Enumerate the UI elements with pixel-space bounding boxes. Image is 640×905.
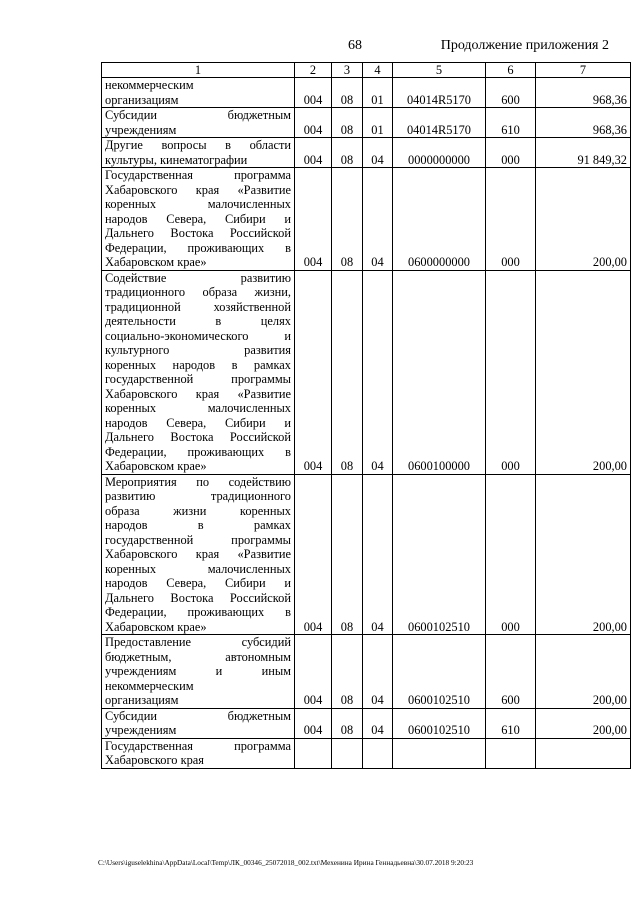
row-name-line: коренных малочисленных — [105, 401, 291, 415]
row-ved: 004 — [295, 108, 332, 138]
table-row — [102, 168, 631, 271]
row-name-line: народов в рамках — [105, 518, 291, 532]
row-sum: 200,00 — [536, 635, 631, 709]
row-name — [102, 108, 295, 138]
row-vr: 610 — [486, 708, 536, 738]
row-name-line: деятельности в целях — [105, 314, 291, 328]
row-rz: 08 — [332, 108, 363, 138]
row-pr: 01 — [363, 108, 393, 138]
row-ved: 004 — [295, 635, 332, 709]
row-name-line: учреждениям — [105, 723, 177, 737]
row-name-line: коренных малочисленных — [105, 197, 291, 211]
row-ved — [295, 738, 332, 768]
row-name-line: Хабаровского края «Развитие — [105, 547, 291, 561]
row-sum — [536, 738, 631, 768]
row-csr: 0600100000 — [393, 270, 486, 474]
page-number: 68 — [348, 38, 362, 53]
row-name-line: коренных народов в рамках — [105, 357, 291, 372]
column-header: 7 — [536, 63, 631, 78]
row-name-line: развитию традиционного — [105, 489, 291, 503]
row-name-line: Государственная программа — [105, 738, 291, 753]
row-name-line: традиционной хозяйственной — [105, 299, 291, 314]
row-name-line: Дальнего Востока Российской — [105, 226, 291, 240]
row-sum: 200,00 — [536, 708, 631, 738]
budget-table — [101, 62, 631, 769]
row-csr: 0600000000 — [393, 168, 486, 271]
row-name-line: Хабаровском крае» — [105, 255, 207, 269]
table-row — [102, 108, 631, 138]
row-csr: 04014R5170 — [393, 108, 486, 138]
continuation-label: Продолжение приложения 2 — [440, 38, 609, 53]
row-name-line: некоммерческим — [105, 78, 194, 92]
row-ved: 004 — [295, 708, 332, 738]
row-name-line: народов Севера, Сибири и — [105, 576, 291, 590]
row-name-line: Дальнего Востока Российской — [105, 590, 291, 605]
row-vr: 000 — [486, 270, 536, 474]
row-sum: 968,36 — [536, 78, 631, 108]
row-name-line: Федерации, проживающих в — [105, 240, 291, 255]
row-rz: 08 — [332, 474, 363, 635]
row-name-line: Другие вопросы в области — [105, 138, 291, 152]
row-name-line: Федерации, проживающих в — [105, 444, 291, 459]
row-pr: 04 — [363, 635, 393, 709]
row-vr: 000 — [486, 168, 536, 271]
row-rz: 08 — [332, 270, 363, 474]
row-ved: 004 — [295, 270, 332, 474]
row-name-line: Предоставление субсидий — [105, 635, 291, 649]
row-csr: 0600102510 — [393, 708, 486, 738]
row-name-line: Хабаровского края «Развитие — [105, 182, 291, 197]
row-name-line: организациям — [105, 693, 179, 707]
table-header-row — [102, 63, 631, 78]
row-rz: 08 — [332, 708, 363, 738]
row-csr: 0600102510 — [393, 474, 486, 635]
row-pr: 04 — [363, 708, 393, 738]
column-header: 3 — [332, 63, 363, 78]
row-vr: 600 — [486, 78, 536, 108]
table-row — [102, 270, 631, 474]
row-vr: 600 — [486, 635, 536, 709]
row-sum: 200,00 — [536, 474, 631, 635]
row-name — [102, 708, 295, 738]
row-csr: 04014R5170 — [393, 78, 486, 108]
row-vr: 000 — [486, 474, 536, 635]
row-pr: 04 — [363, 138, 393, 168]
table-row — [102, 474, 631, 635]
row-sum: 200,00 — [536, 168, 631, 271]
row-name-line: культурного развития — [105, 343, 291, 357]
row-name-line: бюджетным, автономным — [105, 649, 291, 664]
table-row — [102, 138, 631, 168]
row-name-line: Мероприятия по содействию — [105, 474, 291, 489]
file-path-footer: C:\Users\iguselekhina\AppData\Local\Temp\ЛК_00346_25072018_002.txt\Мехенина Ирина Геннадьевна\30.07.2018 9:20:23 — [98, 858, 474, 867]
row-pr: 04 — [363, 168, 393, 271]
row-name-line: государственной программы — [105, 372, 291, 386]
row-vr: 610 — [486, 108, 536, 138]
row-ved: 004 — [295, 78, 332, 108]
row-name-line: учреждениям и иным — [105, 664, 291, 678]
row-name-line: народов Севера, Сибири и — [105, 415, 291, 430]
row-name-line: образа жизни коренных — [105, 503, 291, 518]
row-pr: 04 — [363, 270, 393, 474]
table-row — [102, 78, 631, 108]
row-sum: 968,36 — [536, 108, 631, 138]
row-name — [102, 738, 295, 768]
row-vr: 000 — [486, 138, 536, 168]
column-header: 5 — [393, 63, 486, 78]
column-header: 6 — [486, 63, 536, 78]
row-name — [102, 474, 295, 635]
row-name — [102, 635, 295, 709]
row-name — [102, 78, 295, 108]
column-header: 2 — [295, 63, 332, 78]
row-name-line: Хабаровского края — [105, 753, 204, 767]
row-ved: 004 — [295, 138, 332, 168]
row-name-line: Субсидии бюджетным — [105, 108, 291, 122]
row-name — [102, 168, 295, 271]
row-ved: 004 — [295, 168, 332, 271]
row-name — [102, 270, 295, 474]
row-rz: 08 — [332, 78, 363, 108]
row-csr: 0600102510 — [393, 635, 486, 709]
row-name-line: Содействие развитию — [105, 270, 291, 285]
row-pr: 04 — [363, 474, 393, 635]
row-csr — [393, 738, 486, 768]
row-name-line: государственной программы — [105, 532, 291, 547]
row-name-line: Хабаровского края «Развитие — [105, 386, 291, 401]
row-rz — [332, 738, 363, 768]
row-pr — [363, 738, 393, 768]
row-name-line: коренных малочисленных — [105, 561, 291, 576]
row-name-line: Хабаровском крае» — [105, 619, 207, 634]
column-header: 1 — [102, 63, 295, 78]
row-name-line: Федерации, проживающих в — [105, 605, 291, 619]
row-name-line: Дальнего Востока Российской — [105, 430, 291, 444]
row-name-line: организациям — [105, 92, 179, 107]
row-name-line: Субсидии бюджетным — [105, 708, 291, 723]
row-name-line: некоммерческим — [105, 678, 194, 693]
row-name-line: учреждениям — [105, 122, 177, 137]
column-header: 4 — [363, 63, 393, 78]
table-row — [102, 635, 631, 709]
row-rz: 08 — [332, 138, 363, 168]
row-name-line: Хабаровском крае» — [105, 459, 207, 473]
row-rz: 08 — [332, 635, 363, 709]
row-rz: 08 — [332, 168, 363, 271]
row-name-line: Государственная программа — [105, 168, 291, 182]
row-name — [102, 138, 295, 168]
row-sum: 91 849,32 — [536, 138, 631, 168]
row-name-line: народов Севера, Сибири и — [105, 211, 291, 226]
row-pr: 01 — [363, 78, 393, 108]
row-name-line: культуры, кинематографии — [105, 152, 248, 167]
row-ved: 004 — [295, 474, 332, 635]
table-row — [102, 708, 631, 738]
row-name-line: традиционного образа жизни, — [105, 285, 291, 299]
table-row — [102, 738, 631, 768]
row-sum: 200,00 — [536, 270, 631, 474]
row-name-line: социально-экономического и — [105, 328, 291, 343]
row-csr: 0000000000 — [393, 138, 486, 168]
row-vr — [486, 738, 536, 768]
